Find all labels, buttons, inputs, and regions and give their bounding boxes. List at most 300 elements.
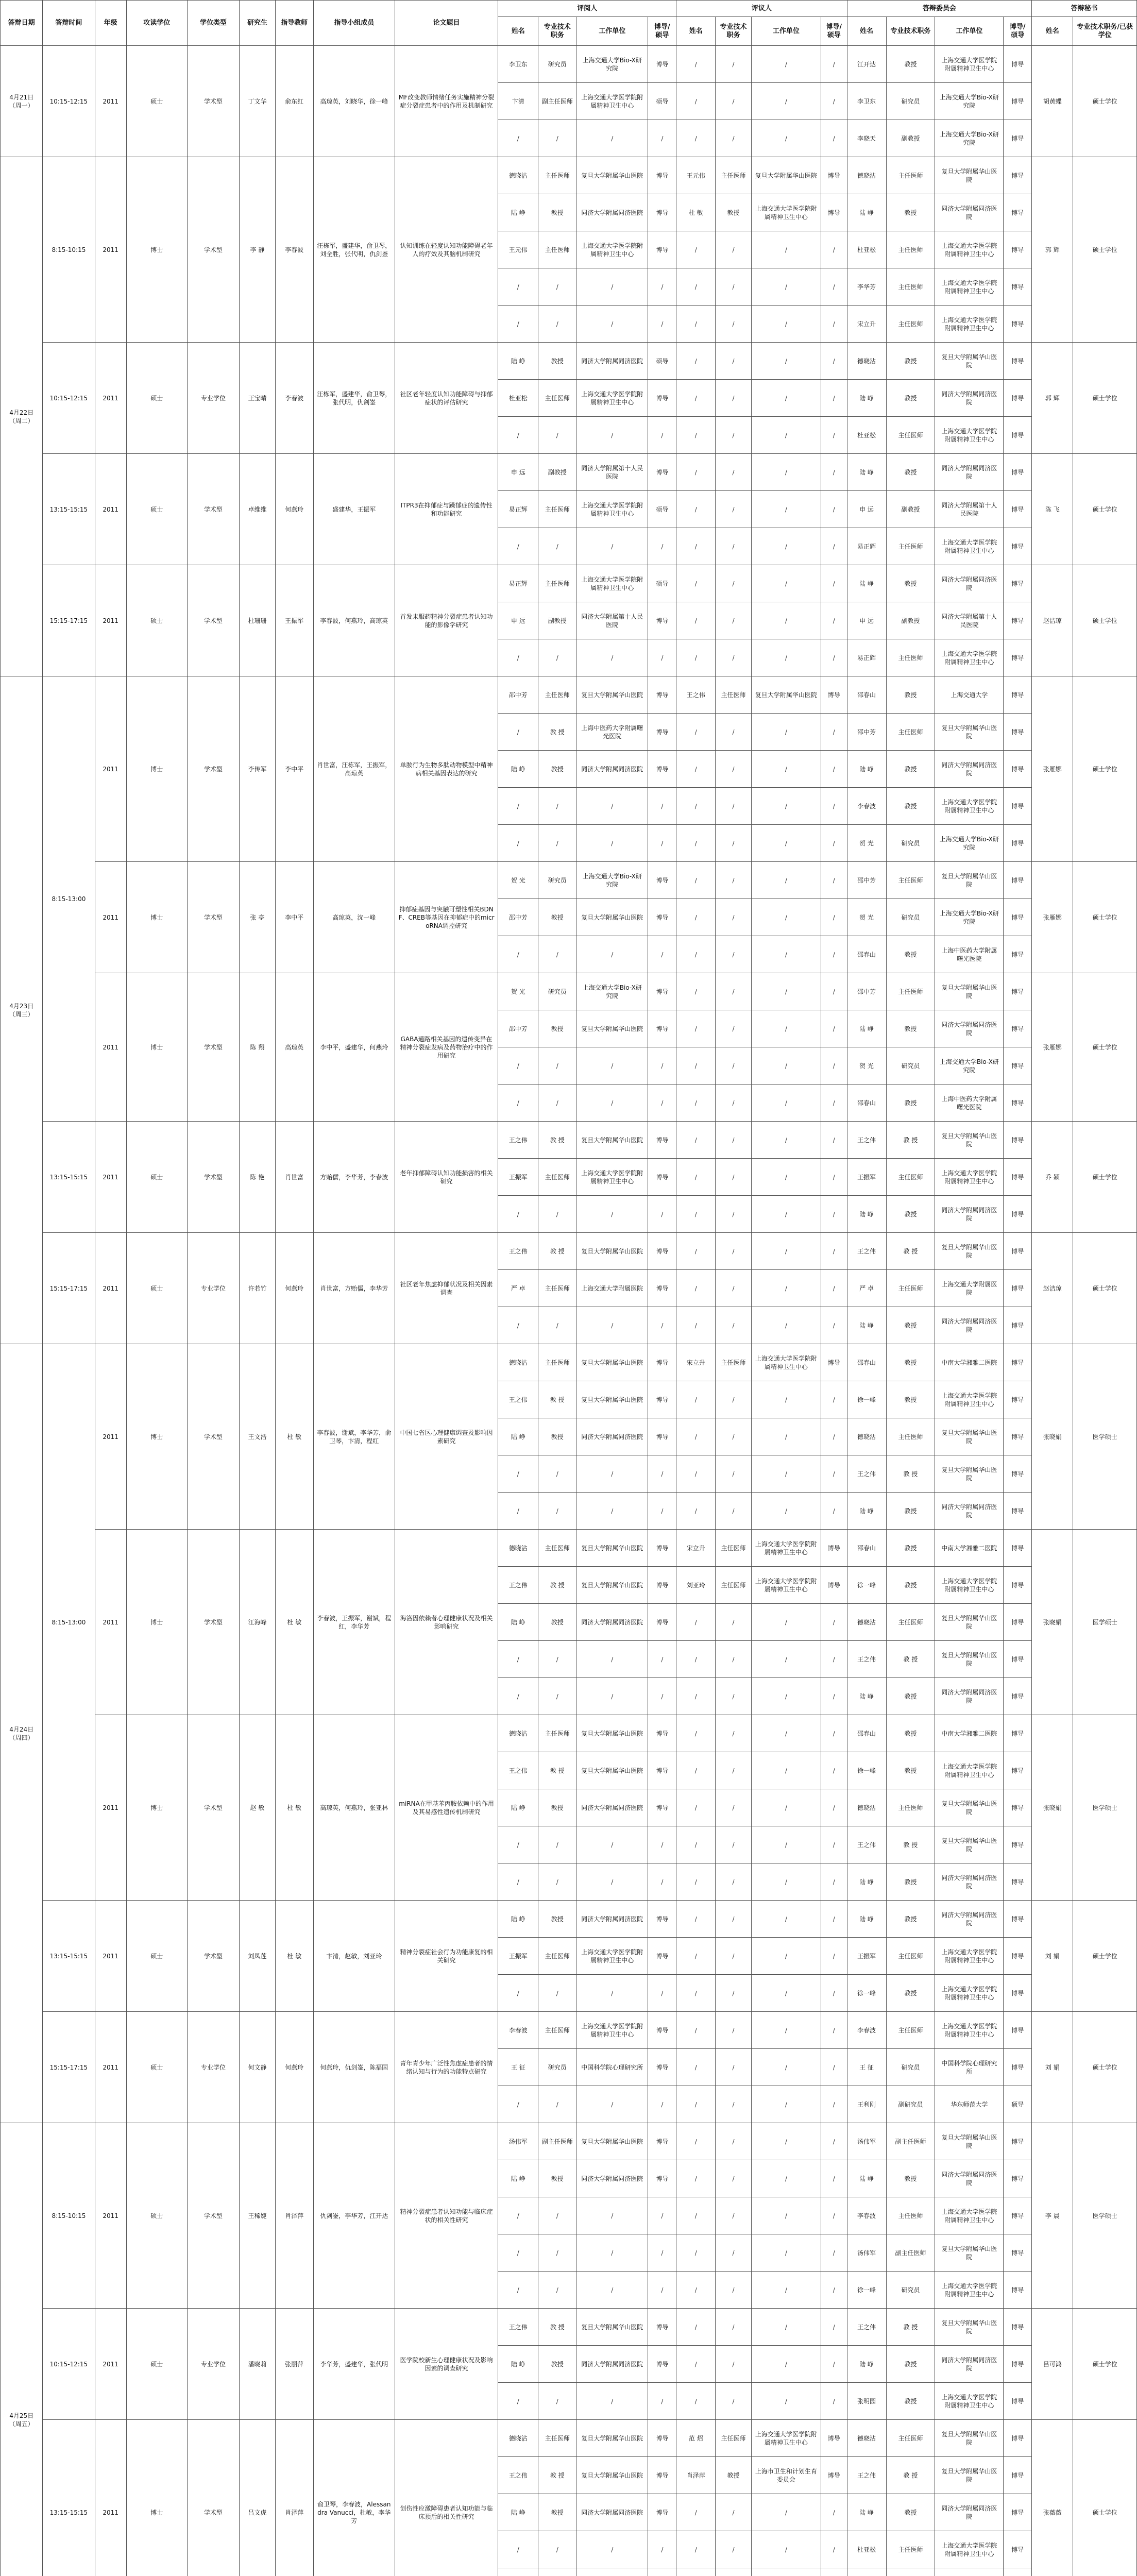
assessor-name: / xyxy=(676,2494,716,2531)
committee-supervisor: 博导 xyxy=(1004,2123,1032,2160)
assessor-title: / xyxy=(716,1493,752,1530)
committee-name: 陆 峥 xyxy=(847,2346,886,2383)
reviewer-unit: 复旦大学附属华山医院 xyxy=(576,2309,648,2346)
assessor-name: / xyxy=(676,306,716,343)
student-name: 丁文华 xyxy=(240,46,276,157)
committee-title: 教授 xyxy=(886,788,935,825)
defense-date: 4月24日（周四） xyxy=(1,1344,43,2123)
committee-unit: 上海交通大学医学院附属精神卫生中心 xyxy=(935,1381,1004,1418)
reviewer-title: 教 授 xyxy=(538,1567,576,1604)
committee-unit: 上海交通大学医学院附属精神卫生中心 xyxy=(935,2383,1004,2420)
assessor-name: / xyxy=(676,2309,716,2346)
advisor-name: 李中平 xyxy=(275,676,313,862)
thesis-title: miRNA在甲基苯丙胺依赖中的作用及其易感性遗传机制研究 xyxy=(395,1715,498,1901)
committee-name: 王利刚 xyxy=(847,2086,886,2123)
reviewer-unit: 同济大学附属同济医院 xyxy=(576,1604,648,1641)
assessor-name: / xyxy=(676,528,716,565)
assessor-title: / xyxy=(716,2197,752,2234)
assessor-supervisor: / xyxy=(821,1047,847,1084)
assessor-name: / xyxy=(676,2383,716,2420)
assessor-supervisor: / xyxy=(821,380,847,417)
defense-time: 13:15-15:15 xyxy=(43,454,95,565)
reviewer-unit: / xyxy=(576,1307,648,1344)
assessor-name: 宋立升 xyxy=(676,1530,716,1567)
committee-name: 汤伟军 xyxy=(847,2123,886,2160)
degree-type: 学术型 xyxy=(187,1901,239,2012)
assessor-title: / xyxy=(716,2383,752,2420)
assessor-name: / xyxy=(676,1938,716,1975)
header-reviewer-supervisor: 博导/硕导 xyxy=(648,17,676,46)
assessor-title: / xyxy=(716,1455,752,1493)
assessor-name: / xyxy=(676,714,716,751)
committee-name: 李春波 xyxy=(847,2012,886,2049)
assessor-name: / xyxy=(676,1159,716,1196)
committee-supervisor: 博导 xyxy=(1004,602,1032,639)
assessor-title: / xyxy=(716,231,752,268)
advisor-name: 李中平 xyxy=(275,862,313,973)
reviewer-supervisor: 博导 xyxy=(648,46,676,83)
reviewer-unit: / xyxy=(576,2086,648,2123)
reviewer-title: 教授 xyxy=(538,751,576,788)
assessor-supervisor: / xyxy=(821,788,847,825)
committee-supervisor: 博导 xyxy=(1004,1975,1032,2012)
degree: 硕士 xyxy=(126,1901,187,2012)
committee-name: 王之伟 xyxy=(847,1455,886,1493)
assessor-title: / xyxy=(716,380,752,417)
assessor-supervisor: / xyxy=(821,2272,847,2309)
committee-name: 王之伟 xyxy=(847,1641,886,1678)
committee-name: 陆 峥 xyxy=(847,1196,886,1233)
assessor-supervisor: / xyxy=(821,120,847,157)
assessor-unit: / xyxy=(751,417,821,454)
assessor-title: / xyxy=(716,602,752,639)
assessor-supervisor: / xyxy=(821,1604,847,1641)
committee-supervisor: 博导 xyxy=(1004,1493,1032,1530)
reviewer-supervisor: / xyxy=(648,1493,676,1530)
reviewer-title: 主任医师 xyxy=(538,1270,576,1307)
assessor-name: / xyxy=(676,2012,716,2049)
assessor-title: / xyxy=(716,1159,752,1196)
committee-name: 陆 峥 xyxy=(847,2494,886,2531)
reviewer-title: 主任医师 xyxy=(538,157,576,194)
committee-name: 德晓沾 xyxy=(847,343,886,380)
assessor-name: / xyxy=(676,862,716,899)
reviewer-unit: / xyxy=(576,1641,648,1678)
reviewer-title: 教授 xyxy=(538,2346,576,2383)
committee-unit: 同济大学附属同济医院 xyxy=(935,1307,1004,1344)
student-name: 陈 艳 xyxy=(240,1122,276,1233)
reviewer-title: 研究员 xyxy=(538,46,576,83)
reviewer-unit: 复旦大学附属华山医院 xyxy=(576,157,648,194)
assessor-supervisor: / xyxy=(821,1826,847,1863)
degree-type: 学术型 xyxy=(187,1122,239,1233)
reviewer-supervisor: / xyxy=(648,936,676,973)
assessor-title: / xyxy=(716,2309,752,2346)
secretary-name: 吕可鸿 xyxy=(1032,2309,1073,2420)
committee-name: 杜亚松 xyxy=(847,2531,886,2568)
degree-type: 学术型 xyxy=(187,1344,239,1530)
committee-name: 王振军 xyxy=(847,1159,886,1196)
reviewer-supervisor: 博导 xyxy=(648,714,676,751)
assessor-unit: / xyxy=(751,2086,821,2123)
assessor-name: 宋立升 xyxy=(676,1344,716,1381)
assessor-title: / xyxy=(716,1715,752,1752)
assessor-supervisor: / xyxy=(821,306,847,343)
reviewer-name: 贺 光 xyxy=(498,862,538,899)
committee-supervisor: 博导 xyxy=(1004,2457,1032,2494)
assessor-supervisor: / xyxy=(821,491,847,528)
assessor-title: 主任医师 xyxy=(716,676,752,714)
reviewer-supervisor: 博导 xyxy=(648,2123,676,2160)
reviewer-title: / xyxy=(538,417,576,454)
reviewer-title: / xyxy=(538,2531,576,2568)
reviewer-title: 主任医师 xyxy=(538,2012,576,2049)
reviewer-name: 王元伟 xyxy=(498,231,538,268)
student-name: 李 静 xyxy=(240,157,276,343)
reviewer-title: / xyxy=(538,1863,576,1901)
committee-supervisor: 硕导 xyxy=(1004,2086,1032,2123)
header-assessor-unit: 工作单位 xyxy=(751,17,821,46)
assessor-name: / xyxy=(676,1010,716,1047)
assessor-name: / xyxy=(676,2234,716,2272)
reviewer-unit: / xyxy=(576,788,648,825)
committee-supervisor: 博导 xyxy=(1004,2494,1032,2531)
reviewer-title: / xyxy=(538,936,576,973)
committee-name: 李卫东 xyxy=(847,83,886,120)
committee-title: 主任医师 xyxy=(886,1159,935,1196)
assessor-title: / xyxy=(716,1196,752,1233)
header-group-committee: 答辩委员会 xyxy=(847,1,1032,17)
assessor-name: / xyxy=(676,1604,716,1641)
committee-title: 教授 xyxy=(886,2494,935,2531)
reviewer-unit: 同济大学附属同济医院 xyxy=(576,194,648,231)
committee-supervisor: 博导 xyxy=(1004,306,1032,343)
reviewer-name: 李春波 xyxy=(498,2012,538,2049)
committee-unit: 中国科学院心理研究所 xyxy=(935,2049,1004,2086)
committee-supervisor: 博导 xyxy=(1004,1196,1032,1233)
assessor-name: / xyxy=(676,83,716,120)
assessor-title: / xyxy=(716,2086,752,2123)
advisor-name: 肖泽萍 xyxy=(275,2420,313,2576)
reviewer-unit: / xyxy=(576,1455,648,1493)
reviewer-title: 主任医师 xyxy=(538,1938,576,1975)
reviewer-unit: / xyxy=(576,1196,648,1233)
assessor-name: / xyxy=(676,1047,716,1084)
header-grade: 年级 xyxy=(95,1,126,46)
reviewer-title: / xyxy=(538,306,576,343)
reviewer-supervisor: 博导 xyxy=(648,1567,676,1604)
assessor-title: / xyxy=(716,1381,752,1418)
reviewer-supervisor: 博导 xyxy=(648,1010,676,1047)
committee-name: 汤伟军 xyxy=(847,2234,886,2272)
committee-title: 研究员 xyxy=(886,2049,935,2086)
committee-supervisor: 博导 xyxy=(1004,2197,1032,2234)
guidance-group: 高琼英，沈一峰 xyxy=(313,862,395,973)
assessor-unit: 上海交通大学医学院附属精神卫生中心 xyxy=(751,1530,821,1567)
grade: 2011 xyxy=(95,862,126,973)
assessor-unit: / xyxy=(751,1010,821,1047)
reviewer-title: / xyxy=(538,1084,576,1122)
assessor-title: / xyxy=(716,1789,752,1826)
reviewer-supervisor: 博导 xyxy=(648,1270,676,1307)
assessor-title: / xyxy=(716,1938,752,1975)
assessor-unit: / xyxy=(751,1084,821,1122)
committee-title: 主任医师 xyxy=(886,862,935,899)
student-name: 许若竹 xyxy=(240,1233,276,1344)
committee-unit: 上海交通大学医学院附属精神卫生中心 xyxy=(935,2012,1004,2049)
assessor-title: / xyxy=(716,1270,752,1307)
reviewer-unit: 上海中医药大学附属曙光医院 xyxy=(576,714,648,751)
grade: 2011 xyxy=(95,2420,126,2576)
defense-time: 13:15-15:15 xyxy=(43,1122,95,1233)
reviewer-supervisor: 博导 xyxy=(648,1938,676,1975)
reviewer-supervisor: 博导 xyxy=(648,973,676,1010)
reviewer-title: 教 授 xyxy=(538,1122,576,1159)
grade: 2011 xyxy=(95,2309,126,2420)
reviewer-supervisor: 博导 xyxy=(648,1159,676,1196)
assessor-title: / xyxy=(716,1307,752,1344)
reviewer-supervisor: 博导 xyxy=(648,1418,676,1455)
committee-unit: 上海交通大学Bio-X研究院 xyxy=(935,825,1004,862)
assessor-unit: / xyxy=(751,788,821,825)
committee-supervisor: 博导 xyxy=(1004,825,1032,862)
assessor-supervisor: / xyxy=(821,2049,847,2086)
reviewer-unit: 复旦大学附属华山医院 xyxy=(576,1752,648,1789)
reviewer-name: 李卫东 xyxy=(498,46,538,83)
committee-unit: 上海交通大学医学院附属精神卫生中心 xyxy=(935,1938,1004,1975)
reviewer-supervisor: 硕导 xyxy=(648,343,676,380)
assessor-supervisor: / xyxy=(821,343,847,380)
reviewer-name: / xyxy=(498,1863,538,1901)
assessor-supervisor: / xyxy=(821,899,847,936)
committee-title: 主任医师 xyxy=(886,1418,935,1455)
assessor-supervisor: / xyxy=(821,2160,847,2197)
reviewer-unit: / xyxy=(576,120,648,157)
assessor-name: / xyxy=(676,1084,716,1122)
reviewer-name: / xyxy=(498,1678,538,1715)
advisor-name: 杜 敏 xyxy=(275,1530,313,1715)
reviewer-supervisor: 博导 xyxy=(648,1604,676,1641)
committee-name: 邵春山 xyxy=(847,1530,886,1567)
assessor-title: 主任医师 xyxy=(716,1530,752,1567)
table-row xyxy=(1,565,1137,602)
committee-supervisor: 博导 xyxy=(1004,454,1032,491)
committee-unit: 上海交通大学医学院附属精神卫生中心 xyxy=(935,788,1004,825)
committee-unit: 同济大学附属同济医院 xyxy=(935,751,1004,788)
reviewer-supervisor: 博导 xyxy=(648,751,676,788)
committee-name: 陆 峥 xyxy=(847,194,886,231)
table-row xyxy=(1,454,1137,491)
assessor-unit: / xyxy=(751,46,821,83)
committee-unit: 上海交通大学医学院附属精神卫生中心 xyxy=(935,268,1004,306)
committee-title: 副主任医师 xyxy=(886,2234,935,2272)
advisor-name: 王振军 xyxy=(275,565,313,676)
thesis-title: 青年青少年广泛性焦虑症患者的情绪认知与行为的功能特点研究 xyxy=(395,2012,498,2123)
assessor-unit: / xyxy=(751,491,821,528)
committee-name: 陆 峥 xyxy=(847,1901,886,1938)
assessor-unit: / xyxy=(751,1604,821,1641)
secretary-degree: 硕士学位 xyxy=(1073,676,1137,862)
assessor-unit: / xyxy=(751,2531,821,2568)
reviewer-name: / xyxy=(498,1641,538,1678)
assessor-name: / xyxy=(676,1752,716,1789)
reviewer-unit: 复旦大学附属华山医院 xyxy=(576,676,648,714)
reviewer-title: / xyxy=(538,788,576,825)
committee-supervisor: 博导 xyxy=(1004,1901,1032,1938)
committee-supervisor: 博导 xyxy=(1004,899,1032,936)
committee-unit: 同济大学附属同济医院 xyxy=(935,565,1004,602)
thesis-title: 首发未服药精神分裂症患者认知功能的影像学研究 xyxy=(395,565,498,676)
thesis-title: 单胺行为生物多肽动物模型中精神病相关基因表达的研究 xyxy=(395,676,498,862)
assessor-supervisor: / xyxy=(821,1901,847,1938)
assessor-name: 王元伟 xyxy=(676,157,716,194)
assessor-supervisor: / xyxy=(821,751,847,788)
assessor-unit: / xyxy=(751,83,821,120)
reviewer-supervisor: 硕导 xyxy=(648,491,676,528)
assessor-name: / xyxy=(676,380,716,417)
assessor-unit: / xyxy=(751,2049,821,2086)
assessor-title: 教授 xyxy=(716,2457,752,2494)
reviewer-name: 陆 峥 xyxy=(498,751,538,788)
student-name: 王稀婕 xyxy=(240,2123,276,2309)
committee-supervisor: 博导 xyxy=(1004,788,1032,825)
table-row xyxy=(1,1901,1137,1938)
secretary-name: 赵洁琼 xyxy=(1032,565,1073,676)
assessor-unit: / xyxy=(751,2234,821,2272)
committee-name: 李春波 xyxy=(847,2197,886,2234)
assessor-name: / xyxy=(676,1455,716,1493)
assessor-name: / xyxy=(676,565,716,602)
reviewer-supervisor: / xyxy=(648,1678,676,1715)
assessor-supervisor: / xyxy=(821,268,847,306)
reviewer-name: 德晓沾 xyxy=(498,1344,538,1381)
committee-supervisor: 博导 xyxy=(1004,1604,1032,1641)
assessor-name: / xyxy=(676,1826,716,1863)
assessor-name: / xyxy=(676,2346,716,2383)
reviewer-title: / xyxy=(538,268,576,306)
assessor-name: / xyxy=(676,1863,716,1901)
committee-name: 陆 峥 xyxy=(847,1678,886,1715)
assessor-unit: / xyxy=(751,2272,821,2309)
secretary-name: 陈 飞 xyxy=(1032,454,1073,565)
assessor-title: / xyxy=(716,46,752,83)
reviewer-supervisor: / xyxy=(648,1975,676,2012)
reviewer-unit: 上海交通大学Bio-X研究院 xyxy=(576,46,648,83)
assessor-unit: / xyxy=(751,1901,821,1938)
committee-unit xyxy=(935,2568,1004,2576)
committee-unit: 同济大学附属同济医院 xyxy=(935,194,1004,231)
committee-supervisor: 博导 xyxy=(1004,528,1032,565)
reviewer-title: / xyxy=(538,1307,576,1344)
committee-title: 教授 xyxy=(886,1863,935,1901)
assessor-title: / xyxy=(716,1122,752,1159)
reviewer-title: / xyxy=(538,120,576,157)
degree-type: 学术型 xyxy=(187,1715,239,1901)
guidance-group: 汪栋军，盛建华，俞卫琴，刘全胜，张代明，仇剑崟 xyxy=(313,157,395,343)
defense-date: 4月23日（周三） xyxy=(1,676,43,1344)
student-name: 刘凤莲 xyxy=(240,1901,276,2012)
committee-title: 主任医师 xyxy=(886,2420,935,2457)
reviewer-name: / xyxy=(498,268,538,306)
assessor-name: / xyxy=(676,899,716,936)
committee-unit: 同济大学附属同济医院 xyxy=(935,2346,1004,2383)
committee-unit: 同济大学附属同济医院 xyxy=(935,1196,1004,1233)
guidance-group: 肖世富，方贻儒，李华芳 xyxy=(313,1233,395,1344)
assessor-name: / xyxy=(676,1122,716,1159)
reviewer-title: 主任医师 xyxy=(538,1715,576,1752)
assessor-title: / xyxy=(716,1826,752,1863)
student-name: 何文静 xyxy=(240,2012,276,2123)
reviewer-unit: / xyxy=(576,1047,648,1084)
assessor-title: / xyxy=(716,1901,752,1938)
assessor-supervisor: / xyxy=(821,1233,847,1270)
assessor-name: / xyxy=(676,2086,716,2123)
secretary-degree: 医学硕士 xyxy=(1073,1715,1137,1901)
reviewer-supervisor: 博导 xyxy=(648,157,676,194)
committee-title: 主任医师 xyxy=(886,268,935,306)
assessor-unit: / xyxy=(751,231,821,268)
assessor-name: / xyxy=(676,1493,716,1530)
assessor-unit: / xyxy=(751,1196,821,1233)
defense-time: 10:15-12:15 xyxy=(43,343,95,454)
committee-unit: 复旦大学附属华山医院 xyxy=(935,1826,1004,1863)
assessor-unit: / xyxy=(751,1159,821,1196)
assessor-supervisor: 博导 xyxy=(821,194,847,231)
reviewer-supervisor: / xyxy=(648,2531,676,2568)
committee-name: 王之伟 xyxy=(847,1122,886,1159)
assessor-supervisor: / xyxy=(821,2383,847,2420)
header-secretary-degree: 专业技术职务/已获学位 xyxy=(1073,17,1137,46)
committee-title: 主任医师 xyxy=(886,157,935,194)
reviewer-supervisor: / xyxy=(648,2383,676,2420)
assessor-name: / xyxy=(676,454,716,491)
committee-name: 王之伟 xyxy=(847,2309,886,2346)
committee-supervisor: 博导 xyxy=(1004,1010,1032,1047)
reviewer-unit xyxy=(576,2568,648,2576)
assessor-supervisor: / xyxy=(821,83,847,120)
committee-name: 易正辉 xyxy=(847,528,886,565)
reviewer-title: / xyxy=(538,639,576,676)
thesis-title: 老年抑郁障碍认知功能损害的相关研究 xyxy=(395,1122,498,1233)
secretary-degree: 硕士学位 xyxy=(1073,46,1137,157)
secretary-degree: 硕士学位 xyxy=(1073,1901,1137,2012)
degree: 博士 xyxy=(126,157,187,343)
committee-unit: 上海交通大学Bio-X研究院 xyxy=(935,899,1004,936)
committee-unit: 上海交通大学医学院附属精神卫生中心 xyxy=(935,417,1004,454)
committee-name: 邵春山 xyxy=(847,1084,886,1122)
committee-title: 教授 xyxy=(886,1715,935,1752)
reviewer-name: 陆 峥 xyxy=(498,1418,538,1455)
thesis-title: 精神分裂症社会行为功能康复的相关研究 xyxy=(395,1901,498,2012)
reviewer-title: 教 授 xyxy=(538,1381,576,1418)
committee-unit: 上海交通大学医学院附属精神卫生中心 xyxy=(935,2531,1004,2568)
reviewer-unit: / xyxy=(576,1493,648,1530)
reviewer-name: 汤伟军 xyxy=(498,2123,538,2160)
degree: 博士 xyxy=(126,862,187,973)
assessor-unit: / xyxy=(751,1752,821,1789)
header-committee-name: 姓名 xyxy=(847,17,886,46)
assessor-name: / xyxy=(676,825,716,862)
degree: 硕士 xyxy=(126,2123,187,2309)
committee-supervisor: 博导 xyxy=(1004,1344,1032,1381)
header-secretary-name: 姓名 xyxy=(1032,17,1073,46)
student-name: 杜珊珊 xyxy=(240,565,276,676)
committee-unit: 上海交通大学医学院附属精神卫生中心 xyxy=(935,46,1004,83)
reviewer-unit: 复旦大学附属华山医院 xyxy=(576,1715,648,1752)
committee-unit: 上海交通大学医学院附属精神卫生中心 xyxy=(935,306,1004,343)
secretary-degree: 硕士学位 xyxy=(1073,1233,1137,1344)
assessor-supervisor xyxy=(821,2568,847,2576)
